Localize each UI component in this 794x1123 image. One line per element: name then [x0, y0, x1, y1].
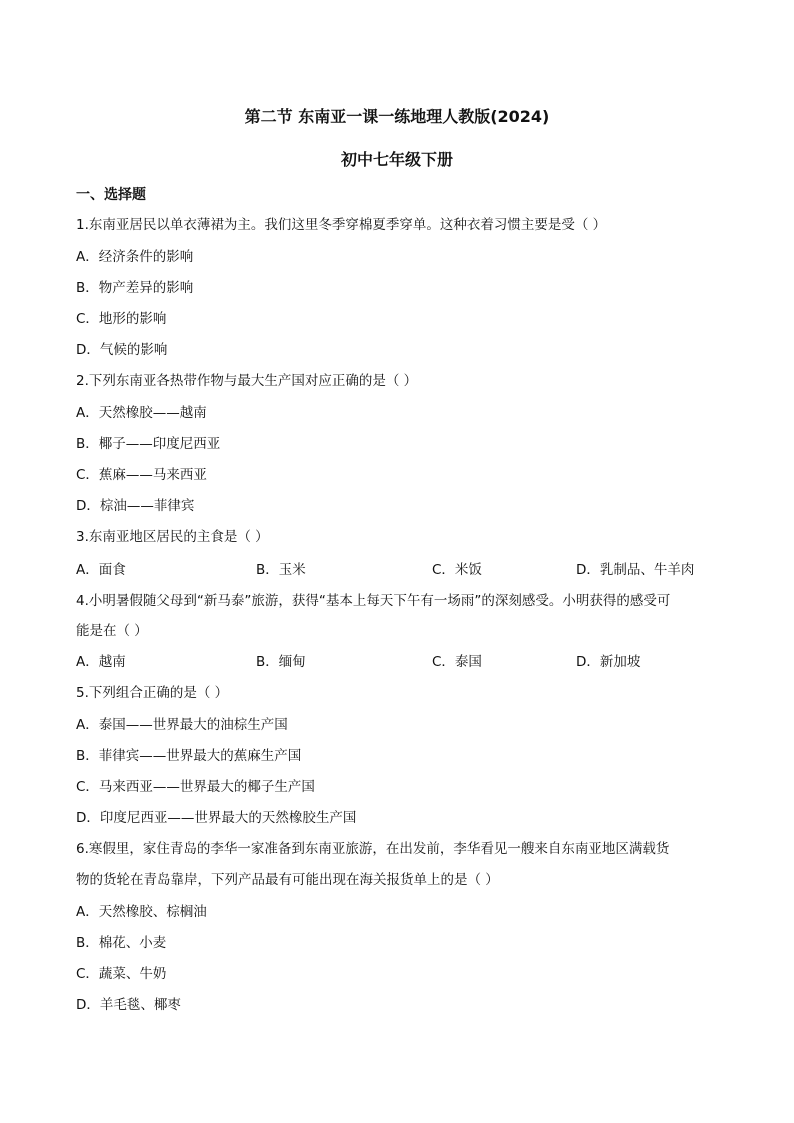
question-1-option-c: C．地形的影响 [76, 311, 167, 327]
question-4-option-b: B．缅甸 [256, 654, 306, 670]
question-2-stem: 2.下列东南亚各热带作物与最大生产国对应正确的是（ ） [76, 373, 418, 389]
question-5-option-d: D．印度尼西亚——世界最大的天然橡胶生产国 [76, 810, 357, 826]
question-4-option-c: C．泰国 [432, 654, 482, 670]
section-heading: 一、选择题 [76, 187, 146, 203]
question-4-stem-line-2: 能是在（ ） [76, 623, 148, 639]
question-3-option-b: B．玉米 [256, 562, 306, 578]
question-2-option-c: C．蕉麻——马来西亚 [76, 467, 207, 483]
question-3-option-c: C．米饭 [432, 562, 482, 578]
document-subtitle: 初中七年级下册 [340, 150, 453, 169]
question-5-option-c: C．马来西亚——世界最大的椰子生产国 [76, 779, 315, 795]
question-1-option-a: A．经济条件的影响 [76, 249, 194, 265]
question-5-option-a: A．泰国——世界最大的油棕生产国 [76, 717, 288, 733]
question-6-option-d: D．羊毛毯、椰枣 [76, 997, 181, 1013]
question-4-option-a: A．越南 [76, 654, 126, 670]
question-6-option-c: C．蔬菜、牛奶 [76, 966, 167, 982]
question-5-option-b: B．菲律宾——世界最大的蕉麻生产国 [76, 748, 302, 764]
question-6-stem-line-1: 6.寒假里，家住青岛的李华一家准备到东南亚旅游，在出发前，李华看见一艘来自东南亚地区满载货 [76, 841, 670, 857]
question-3-option-d: D．乳制品、牛羊肉 [576, 562, 695, 578]
question-3-stem: 3.东南亚地区居民的主食是（ ） [76, 529, 269, 545]
question-1-option-b: B．物产差异的影响 [76, 280, 194, 296]
question-5-stem: 5.下列组合正确的是（ ） [76, 685, 229, 701]
question-6-stem-line-2: 物的货轮在青岛靠岸，下列产品最有可能出现在海关报货单上的是（ ） [76, 872, 499, 888]
question-4-stem-line-1: 4.小明暑假随父母到“新马泰”旅游，获得“基本上每天下午有一场雨”的深刻感受。小明获得的感受可 [76, 593, 671, 609]
question-6-option-a: A．天然橡胶、棕榈油 [76, 904, 207, 920]
question-2-option-b: B．椰子——印度尼西亚 [76, 436, 221, 452]
question-2-option-a: A．天然橡胶——越南 [76, 405, 207, 421]
document-title: 第二节 东南亚一课一练地理人教版(2024) [244, 107, 550, 126]
question-2-option-d: D．棕油——菲律宾 [76, 498, 195, 514]
question-4-option-d: D．新加坡 [576, 654, 641, 670]
question-6-option-b: B．棉花、小麦 [76, 935, 167, 951]
question-1-stem: 1.东南亚居民以单衣薄裙为主。我们这里冬季穿棉夏季穿单。这种衣着习惯主要是受（ ） [76, 217, 607, 233]
question-1-option-d: D．气候的影响 [76, 342, 168, 358]
question-3-option-a: A．面食 [76, 562, 126, 578]
